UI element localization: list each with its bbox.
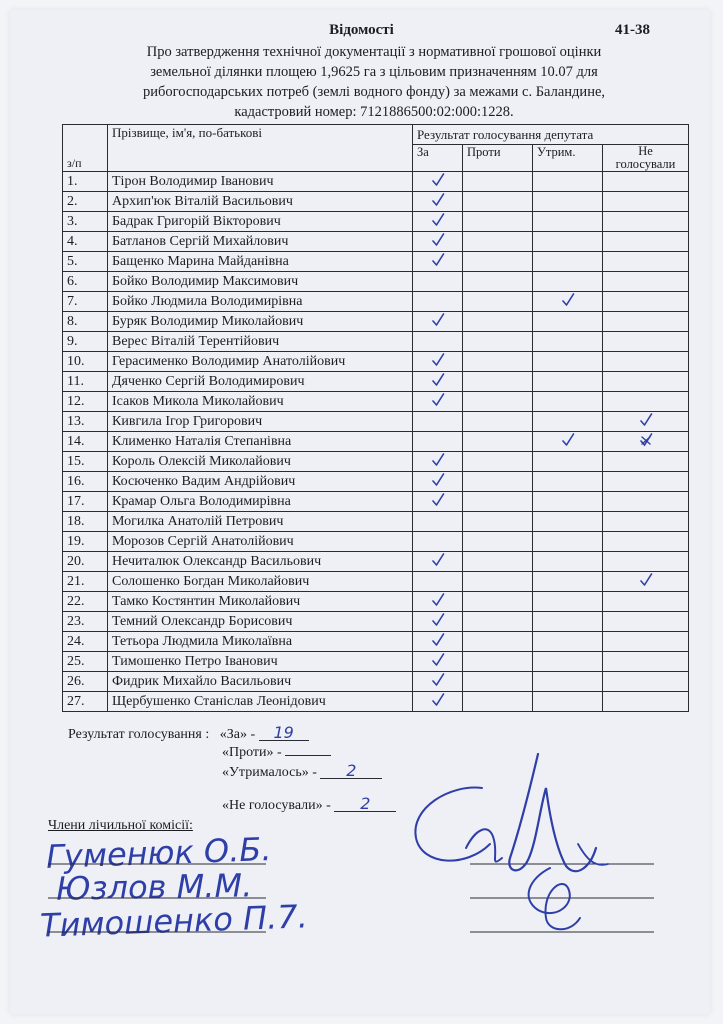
summary-not-voted-label: «Не голосували» -	[222, 798, 331, 813]
summary-for-label: «За» -	[219, 727, 256, 742]
deputy-name: Клименко Наталія Степанівна	[108, 432, 413, 452]
table-row	[63, 432, 689, 452]
deputy-name: Дяченко Сергій Володимирович	[108, 372, 413, 392]
header-result: Результат голосування депутата	[413, 125, 689, 145]
header-abstain: Утрим.	[533, 145, 603, 172]
check-mark-icon	[431, 673, 445, 687]
subtitle-line: кадастровий номер: 7121886500:02:000:1228.	[234, 104, 514, 120]
table-row	[63, 412, 689, 432]
vote-cell-not-voted	[603, 372, 689, 392]
vote-cell-for	[413, 432, 463, 452]
check-mark-icon	[431, 393, 445, 407]
vote-cell-for	[413, 632, 463, 652]
row-number: 9.	[63, 332, 108, 352]
vote-cell-for	[413, 232, 463, 252]
vote-cell-against	[463, 632, 533, 652]
vote-cell-against	[463, 452, 533, 472]
table-row	[63, 392, 689, 412]
check-mark-icon	[431, 253, 445, 267]
row-number: 17.	[63, 492, 108, 512]
deputy-name: Бащенко Марина Майданівна	[108, 252, 413, 272]
row-number: 18.	[63, 512, 108, 532]
vote-cell-against	[463, 492, 533, 512]
check-mark-icon	[639, 573, 653, 587]
check-mark-icon	[431, 653, 445, 667]
table-row	[63, 312, 689, 332]
header-for: За	[413, 145, 463, 172]
vote-cell-against	[463, 332, 533, 352]
vote-cell-not-voted	[603, 352, 689, 372]
vote-cell-abstain	[533, 392, 603, 412]
row-number: 12.	[63, 392, 108, 412]
vote-cell-not-voted	[603, 652, 689, 672]
vote-cell-not-voted	[603, 432, 689, 452]
vote-cell-not-voted	[603, 552, 689, 572]
vote-cell-abstain	[533, 652, 603, 672]
row-number: 20.	[63, 552, 108, 572]
table-row	[63, 512, 689, 532]
commission-member-signature: Юзлов М.М.	[55, 866, 253, 908]
row-number: 22.	[63, 592, 108, 612]
vote-cell-for	[413, 352, 463, 372]
vote-cell-abstain	[533, 412, 603, 432]
header-not-voted-line1: Не	[638, 144, 653, 158]
deputy-name: Король Олексій Миколайович	[108, 452, 413, 472]
vote-cell-for	[413, 292, 463, 312]
vote-cell-abstain	[533, 172, 603, 192]
vote-cell-against	[463, 572, 533, 592]
commission-member-signature: Тимошенко П.7.	[39, 897, 309, 945]
vote-cell-not-voted	[603, 272, 689, 292]
vote-cell-for	[413, 452, 463, 472]
vote-cell-not-voted	[603, 172, 689, 192]
vote-cell-abstain	[533, 452, 603, 472]
vote-cell-for	[413, 492, 463, 512]
check-mark-icon	[431, 233, 445, 247]
vote-cell-against	[463, 292, 533, 312]
deputy-name: Косюченко Вадим Андрійович	[108, 472, 413, 492]
table-row	[63, 352, 689, 372]
header-not-voted	[603, 145, 689, 172]
vote-cell-not-voted	[603, 672, 689, 692]
vote-cell-not-voted	[603, 692, 689, 712]
vote-cell-not-voted	[603, 232, 689, 252]
voting-table	[62, 124, 689, 712]
commission-member-signature: Гуменюк О.Б.	[45, 830, 273, 876]
check-mark-icon	[431, 453, 445, 467]
subtitle-line: рибогосподарських потреб (землі водного фонду) за межами с. Баландине,	[142, 84, 606, 100]
table-row	[63, 632, 689, 652]
vote-cell-against	[463, 672, 533, 692]
check-mark-icon	[639, 413, 653, 427]
vote-cell-against	[463, 692, 533, 712]
summary-abstain-value: 2	[320, 764, 382, 779]
summary-label: Результат голосування :	[68, 727, 210, 742]
row-number: 23.	[63, 612, 108, 632]
vote-cell-not-voted	[603, 612, 689, 632]
vote-cell-abstain	[533, 512, 603, 532]
summary-for-value: 19	[259, 726, 309, 741]
vote-cell-abstain	[533, 192, 603, 212]
check-mark-icon	[561, 293, 575, 307]
vote-cell-abstain	[533, 272, 603, 292]
table-row	[63, 272, 689, 292]
vote-cell-against	[463, 512, 533, 532]
vote-cell-abstain	[533, 352, 603, 372]
table-row	[63, 692, 689, 712]
vote-cell-for	[413, 252, 463, 272]
vote-cell-for	[413, 192, 463, 212]
vote-cell-not-voted	[603, 452, 689, 472]
vote-cell-abstain	[533, 232, 603, 252]
vote-cell-abstain	[533, 612, 603, 632]
vote-cell-for	[413, 412, 463, 432]
row-number: 24.	[63, 632, 108, 652]
check-mark-icon	[431, 373, 445, 387]
vote-cell-against	[463, 372, 533, 392]
vote-cell-against	[463, 432, 533, 452]
summary-against-value	[285, 755, 331, 756]
deputy-name: Буряк Володимир Миколайович	[108, 312, 413, 332]
vote-cell-for	[413, 372, 463, 392]
deputy-name: Могилка Анатолій Петрович	[108, 512, 413, 532]
deputy-name: Верес Віталій Терентійович	[108, 332, 413, 352]
row-number: 8.	[63, 312, 108, 332]
vote-cell-abstain	[533, 492, 603, 512]
vote-cell-abstain	[533, 632, 603, 652]
vote-cell-against	[463, 552, 533, 572]
vote-cell-for	[413, 312, 463, 332]
vote-cell-for	[413, 552, 463, 572]
vote-cell-against	[463, 472, 533, 492]
table-row	[63, 612, 689, 632]
deputy-name: Солошенко Богдан Миколайович	[108, 572, 413, 592]
check-mark-icon	[431, 353, 445, 367]
header-against: Проти	[463, 145, 533, 172]
table-row	[63, 652, 689, 672]
commission-title: Члени лічильної комісії:	[48, 818, 193, 833]
vote-cell-not-voted	[603, 192, 689, 212]
vote-cell-not-voted	[603, 332, 689, 352]
row-number: 19.	[63, 532, 108, 552]
vote-cell-abstain	[533, 332, 603, 352]
vote-cell-against	[463, 272, 533, 292]
vote-cell-abstain	[533, 292, 603, 312]
summary-against-label: «Проти» -	[222, 745, 282, 760]
vote-cell-not-voted	[603, 252, 689, 272]
vote-cell-abstain	[533, 572, 603, 592]
table-row	[63, 552, 689, 572]
vote-cell-not-voted	[603, 292, 689, 312]
deputy-name: Тамко Костянтин Миколайович	[108, 592, 413, 612]
row-number: 1.	[63, 172, 108, 192]
row-number: 11.	[63, 372, 108, 392]
table-row	[63, 292, 689, 312]
table-row	[63, 212, 689, 232]
check-mark-icon	[431, 473, 445, 487]
vote-cell-against	[463, 612, 533, 632]
vote-cell-for	[413, 332, 463, 352]
voting-table-body	[63, 172, 689, 712]
vote-cell-against	[463, 652, 533, 672]
vote-cell-not-voted	[603, 532, 689, 552]
table-row	[63, 472, 689, 492]
check-mark-icon	[431, 493, 445, 507]
vote-cell-abstain	[533, 672, 603, 692]
crossed-check-mark-icon	[639, 433, 653, 447]
row-number: 26.	[63, 672, 108, 692]
deputy-name: Бадрак Григорій Вікторович	[108, 212, 413, 232]
check-mark-icon	[431, 553, 445, 567]
row-number: 2.	[63, 192, 108, 212]
vote-cell-for	[413, 532, 463, 552]
check-mark-icon	[431, 633, 445, 647]
table-row	[63, 372, 689, 392]
subtitle-line: Про затвердження технічної документації з нормативної грошової оцінки	[146, 44, 602, 60]
deputy-name: Батланов Сергій Михайлович	[108, 232, 413, 252]
deputy-name: Щербушенко Станіслав Леонідович	[108, 692, 413, 712]
deputy-name: Морозов Сергій Анатолійович	[108, 532, 413, 552]
table-row	[63, 492, 689, 512]
table-row	[63, 572, 689, 592]
vote-cell-for	[413, 652, 463, 672]
summary-row-against	[222, 745, 331, 761]
vote-cell-abstain	[533, 592, 603, 612]
check-mark-icon	[561, 433, 575, 447]
row-number: 14.	[63, 432, 108, 452]
vote-cell-abstain	[533, 472, 603, 492]
vote-cell-for	[413, 672, 463, 692]
document-title: Відомості	[329, 22, 394, 38]
summary-row-for	[68, 723, 309, 743]
vote-cell-against	[463, 412, 533, 432]
deputy-name: Бойко Людмила Володимирівна	[108, 292, 413, 312]
vote-cell-abstain	[533, 532, 603, 552]
vote-cell-not-voted	[603, 572, 689, 592]
vote-cell-for	[413, 472, 463, 492]
vote-cell-for	[413, 272, 463, 292]
check-mark-icon	[431, 213, 445, 227]
table-row	[63, 452, 689, 472]
vote-cell-against	[463, 232, 533, 252]
document-subtitle	[90, 42, 658, 122]
vote-cell-against	[463, 352, 533, 372]
row-number: 27.	[63, 692, 108, 712]
chairman-signature	[370, 748, 630, 938]
summary-not-voted-value: 2	[334, 797, 396, 812]
deputy-name: Фидрик Михайло Васильович	[108, 672, 413, 692]
vote-cell-not-voted	[603, 512, 689, 532]
row-number: 16.	[63, 472, 108, 492]
vote-cell-abstain	[533, 372, 603, 392]
vote-cell-abstain	[533, 312, 603, 332]
vote-cell-for	[413, 172, 463, 192]
summary-abstain-label: «Утрималось» -	[222, 765, 317, 780]
vote-cell-for	[413, 512, 463, 532]
vote-cell-against	[463, 592, 533, 612]
vote-cell-not-voted	[603, 412, 689, 432]
check-mark-icon	[431, 613, 445, 627]
subtitle-line: земельної ділянки площею 1,9625 га з цільовим призначенням 10.07 для	[150, 64, 598, 80]
row-number: 10.	[63, 352, 108, 372]
vote-cell-for	[413, 592, 463, 612]
check-mark-icon	[431, 593, 445, 607]
deputy-name: Герасименко Володимир Анатолійович	[108, 352, 413, 372]
deputy-name: Тірон Володимир Іванович	[108, 172, 413, 192]
vote-cell-for	[413, 692, 463, 712]
vote-cell-not-voted	[603, 492, 689, 512]
table-row	[63, 172, 689, 192]
row-number: 5.	[63, 252, 108, 272]
table-row	[63, 672, 689, 692]
vote-cell-abstain	[533, 552, 603, 572]
vote-cell-abstain	[533, 252, 603, 272]
vote-cell-against	[463, 532, 533, 552]
vote-cell-abstain	[533, 212, 603, 232]
vote-cell-against	[463, 312, 533, 332]
vote-cell-for	[413, 572, 463, 592]
table-row	[63, 252, 689, 272]
table-row	[63, 592, 689, 612]
deputy-name: Нечиталюк Олександр Васильович	[108, 552, 413, 572]
vote-cell-not-voted	[603, 212, 689, 232]
table-row	[63, 232, 689, 252]
header-name: Прізвище, ім'я, по-батькові	[108, 125, 413, 172]
row-number: 7.	[63, 292, 108, 312]
row-number: 15.	[63, 452, 108, 472]
check-mark-icon	[431, 693, 445, 707]
table-row	[63, 192, 689, 212]
deputy-name: Тимошенко Петро Іванович	[108, 652, 413, 672]
row-number: 25.	[63, 652, 108, 672]
vote-cell-abstain	[533, 692, 603, 712]
vote-cell-for	[413, 212, 463, 232]
header-number: з/п	[63, 125, 108, 172]
vote-cell-against	[463, 212, 533, 232]
vote-cell-abstain	[533, 432, 603, 452]
deputy-name: Темний Олександр Борисович	[108, 612, 413, 632]
row-number: 13.	[63, 412, 108, 432]
row-number: 6.	[63, 272, 108, 292]
vote-cell-for	[413, 612, 463, 632]
check-mark-icon	[431, 193, 445, 207]
row-number: 4.	[63, 232, 108, 252]
vote-cell-not-voted	[603, 472, 689, 492]
deputy-name: Тетьора Людмила Миколаївна	[108, 632, 413, 652]
vote-cell-against	[463, 172, 533, 192]
vote-cell-not-voted	[603, 312, 689, 332]
vote-cell-against	[463, 392, 533, 412]
check-mark-icon	[431, 313, 445, 327]
row-number: 21.	[63, 572, 108, 592]
header-not-voted-line2: голосували	[615, 157, 676, 171]
deputy-name: Кивгила Ігор Григорович	[108, 412, 413, 432]
deputy-name: Ісаков Микола Миколайович	[108, 392, 413, 412]
vote-cell-not-voted	[603, 632, 689, 652]
document-number: 41-38	[615, 22, 650, 38]
vote-cell-not-voted	[603, 592, 689, 612]
check-mark-icon	[431, 173, 445, 187]
row-number: 3.	[63, 212, 108, 232]
vote-cell-against	[463, 192, 533, 212]
deputy-name: Бойко Володимир Максимович	[108, 272, 413, 292]
summary-row-abstain	[222, 761, 382, 781]
table-row	[63, 332, 689, 352]
vote-cell-against	[463, 252, 533, 272]
table-row	[63, 532, 689, 552]
deputy-name: Архип'юк Віталій Васильович	[108, 192, 413, 212]
vote-cell-not-voted	[603, 392, 689, 412]
deputy-name: Крамар Ольга Володимирівна	[108, 492, 413, 512]
vote-cell-for	[413, 392, 463, 412]
